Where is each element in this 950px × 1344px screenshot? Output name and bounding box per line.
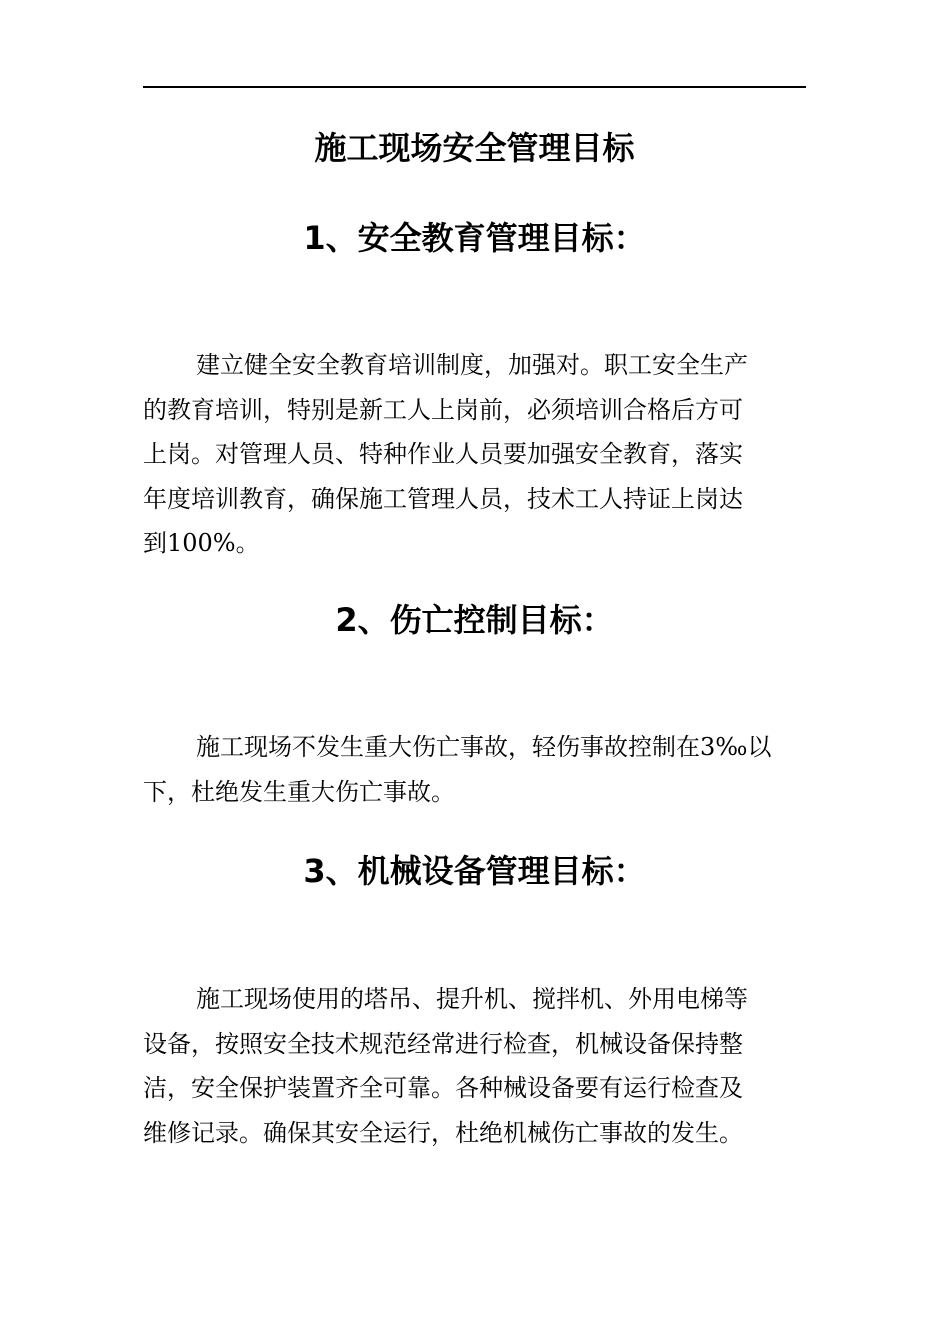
section-paragraph-education [143,343,806,566]
paragraph-line: 设备，按照安全技术规范经常进行检查，机械设备保持整 [143,1029,743,1058]
paragraph-line: 建立健全安全教育培训制度，加强对。职工安全生产 [196,351,748,379]
paragraph-line: 年度培训教育，确保施工管理人员，技术工人持证上岗达 [143,484,743,513]
section-paragraph-machinery [143,977,806,1155]
paragraph-line: 上岗。对管理人员、特种作业人员要加强安全教育，落实 [143,440,743,468]
section-heading-casualty: 2、伤亡控制目标： [335,601,614,639]
document-title: 施工现场安全管理目标 [314,129,635,167]
section-heading-machinery: 3、机械设备管理目标： [303,852,646,890]
paragraph-line: 施工现场使用的塔吊、提升机、搅拌机、外用电梯等 [196,985,748,1013]
paragraph-line: 洁，安全保护装置齐全可靠。各种械设备要有运行检查及 [143,1074,743,1102]
paragraph-line: 到100%。 [143,529,260,557]
paragraph-line: 的教育培训，特别是新工人上岗前，必须培训合格后方可 [143,395,743,424]
section-paragraph-casualty [143,725,806,814]
header-rule [143,86,806,88]
paragraph-line: 下，杜绝发生重大伤亡事故。 [143,777,455,806]
paragraph-line: 维修记录。确保其安全运行，杜绝机械伤亡事故的发生。 [143,1118,743,1147]
section-heading-education: 1、安全教育管理目标： [303,219,646,257]
paragraph-line: 施工现场不发生重大伤亡事故，轻伤事故控制在3‰以 [196,733,772,761]
